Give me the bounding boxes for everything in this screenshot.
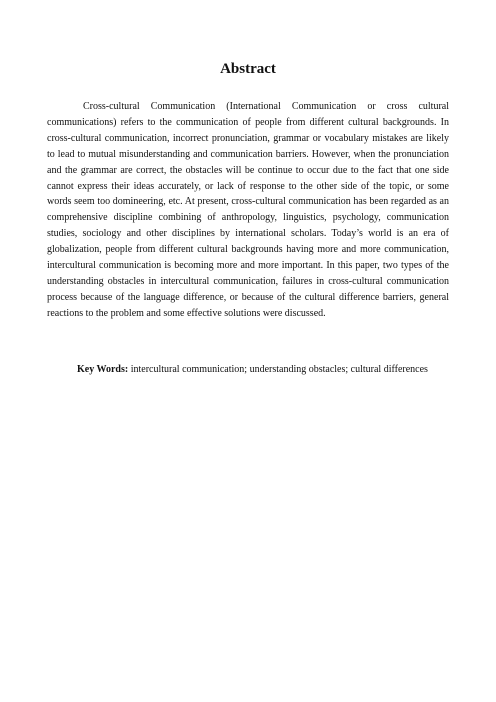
- keywords-label: Key Words:: [77, 364, 129, 375]
- keywords-text: intercultural communication; understanding obstacles; cultural differences: [128, 364, 428, 375]
- abstract-paragraph: Cross-cultural Communication (International Communication or cross cultural communications) refers to the communication of people from different cultural backgrounds. In cross-cultural communication, incorrect pronunciation, grammar or vocabulary mistakes are likely to lead to mutual misunderstanding and communication barriers. However, when the pronunciation and the grammar are correct, the obstacles will be continue to occur due to the fact that one side cannot express their ideas accurately, or lack of response to the other side of the topic, or some words seem too domineering, etc. At present, cross-cultural communication has been regarded as an comprehensive discipline combining of anthropology, linguistics, psychology, communication studies, sociology and other disciplines by international scholars. Today’s world is an era of globalization, people from different cultural backgrounds having more and more communication, intercultural communication is becoming more and more important. In this paper, two types of the understanding obstacles in intercultural communication, failures in cross-cultural communication process because of the language difference, or because of the cultural difference barriers, general reactions to the problem and some effective solutions were discussed.: [47, 101, 457, 319]
- abstract-title: Abstract: [220, 61, 276, 77]
- keywords-line: [47, 362, 449, 378]
